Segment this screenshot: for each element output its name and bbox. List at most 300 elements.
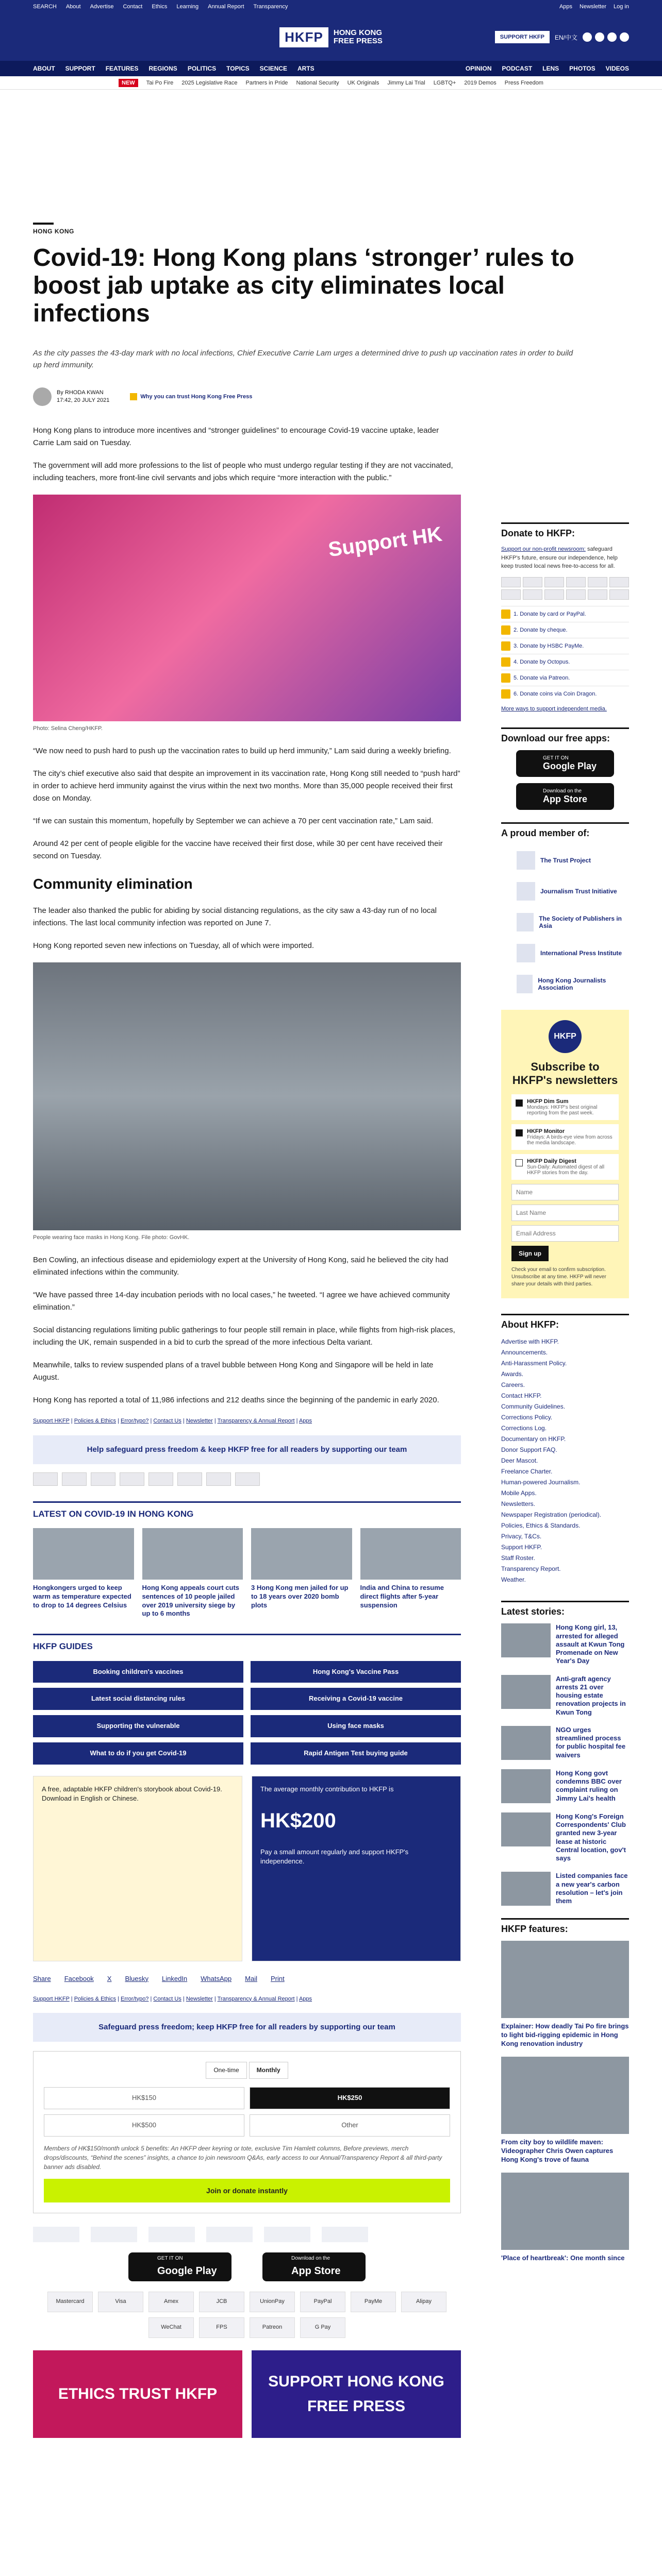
apps-title: Download our free apps: [501, 727, 629, 744]
newsletter-option[interactable] [511, 1154, 619, 1180]
story-thumb [501, 1812, 551, 1846]
trending-bar [0, 76, 662, 90]
article-photo-carrie-lam [33, 495, 461, 721]
newsletter-signup [501, 1010, 629, 1299]
patreon-icon [501, 673, 510, 683]
about-item[interactable]: Policies, Ethics & Standards. [501, 1522, 581, 1530]
latest-story[interactable] [501, 1726, 629, 1760]
payment-method: PayPal [300, 2292, 345, 2312]
nav-topics[interactable]: TOPICS [226, 65, 250, 72]
section-heading: Community elimination [33, 875, 193, 892]
features-title: HKFP features: [501, 1918, 629, 1935]
latest-title: Latest stories: [501, 1601, 629, 1617]
about-item[interactable]: Staff Roster. [501, 1554, 535, 1562]
promo-row [33, 1776, 461, 1961]
about-item[interactable]: Announcements. [501, 1349, 548, 1357]
share-print[interactable]: Print [270, 1974, 285, 1982]
nav-photos[interactable]: PHOTOS [569, 65, 595, 72]
trending-item[interactable]: Press Freedom [504, 79, 543, 86]
newsletter-name: HKFP Daily Digest [527, 1158, 576, 1165]
payment-method: Visa [98, 2292, 143, 2312]
guides-title: HKFP GUIDES [33, 1634, 461, 1653]
donate-tabs [44, 2062, 450, 2079]
guides-grid [33, 1661, 461, 1765]
apps-link[interactable]: Apps [299, 1417, 312, 1424]
tab-monthly[interactable]: Monthly [249, 2062, 288, 2079]
paragraph: Social distancing regulations limiting public gatherings to four people still remain in place, while flights from high-risk places, including the UK, remain suspended in a bid to curb the spread of the more infectious Delta variant. [33, 1325, 455, 1347]
alipay-icon [235, 1472, 260, 1486]
article-headline: Covid-19: Hong Kong plans ‘stronger’ rules to boost jab uptake as city eliminates local infections [33, 244, 574, 327]
ethics-link[interactable]: Ethics [152, 4, 168, 10]
about-item[interactable]: Donor Support FAQ. [501, 1446, 557, 1454]
member-name: The Trust Project [540, 856, 591, 864]
coin-icon [501, 689, 510, 699]
feature-title: Explainer: How deadly Tai Po fire brings to light bid-rigging epidemic in Hong Kong renovation industry [501, 2022, 629, 2048]
related-title: LATEST ON COVID-19 IN HONG KONG [33, 1501, 461, 1521]
story-title: Hong Kong girl, 13, arrested for alleged assault at Kwun Tong Promenade on New Year's Day [556, 1623, 625, 1665]
annual-report-link[interactable]: Annual Report [208, 4, 244, 10]
cheque-icon [501, 625, 510, 635]
about-item[interactable]: Advertise with HKFP. [501, 1338, 559, 1346]
related-card[interactable] [142, 1528, 243, 1619]
contact-link[interactable]: Contact [123, 4, 143, 10]
feature-thumb [501, 1941, 629, 2018]
about-item[interactable]: Privacy, T&Cs. [501, 1533, 542, 1540]
paypal-icon [177, 1472, 202, 1486]
subscribe-title: Subscribe to HKFP's newsletters [512, 1060, 618, 1087]
feature-thumb [501, 2057, 629, 2134]
payment-method: JCB [199, 2292, 244, 2312]
amount-option-selected[interactable]: HK$250 [250, 2087, 450, 2109]
related-thumb [33, 1528, 134, 1580]
paragraph: The government will add more professions to the list of people who must undergo regular testing if they are not vaccinated, including teachers, more front-line civil servants and jobs which require “more interaction with the public.” [33, 461, 453, 482]
support-hkfp-button[interactable]: SUPPORT HKFP [495, 31, 550, 43]
share-whatsapp[interactable]: WhatsApp [201, 1974, 232, 1982]
hkja-icon [517, 975, 533, 993]
email-input[interactable] [511, 1225, 619, 1242]
member-name: International Press Institute [540, 949, 622, 957]
trending-item[interactable]: 2019 Demos [464, 79, 496, 86]
logo-line-2: FREE PRESS [333, 37, 383, 45]
fps-icon [588, 589, 607, 600]
related-card[interactable] [33, 1528, 134, 1619]
site-logo[interactable] [279, 27, 383, 47]
about-item[interactable]: Contact HKFP. [501, 1392, 542, 1400]
support-banner[interactable]: SUPPORT HONG KONG FREE PRESS [252, 2350, 461, 2438]
social-icons [583, 32, 629, 42]
about-item[interactable]: Awards. [501, 1370, 524, 1378]
trending-item[interactable]: UK Originals [347, 79, 379, 86]
photo-caption: People wearing face masks in Hong Kong. File photo: GovHK. [33, 1234, 190, 1241]
sidebar-payment-icons [501, 577, 629, 600]
login-link[interactable]: Log in [614, 4, 629, 10]
share-linkedin[interactable]: LinkedIn [162, 1974, 188, 1982]
learning-link[interactable]: Learning [176, 4, 199, 10]
search-link[interactable]: SEARCH [33, 4, 57, 10]
payment-method: Alipay [401, 2292, 446, 2312]
guide-button[interactable]: Using face masks [251, 1715, 461, 1737]
payme-icon [206, 1472, 231, 1486]
payme-icon [501, 641, 510, 651]
storybook-sub: Download in English or Chinese. [42, 1794, 139, 1802]
related-title-text: India and China to resume direct flights after 5-year suspension [360, 1583, 444, 1609]
transparency-link[interactable]: Transparency & Annual Report [217, 1995, 295, 2002]
tab-one-time[interactable]: One-time [206, 2062, 246, 2079]
visa-icon [33, 1472, 58, 1486]
newsletter-link[interactable]: Newsletter [580, 4, 607, 10]
trending-item[interactable]: 2025 Legislative Race [181, 79, 238, 86]
hkja-logo[interactable] [264, 2227, 310, 2242]
nav-arts[interactable]: ARTS [297, 65, 315, 72]
about-list [501, 1336, 629, 1585]
jti-icon [517, 882, 535, 901]
safeguard-banner[interactable]: Help safeguard press freedom & keep HKFP free for all readers by supporting our team [33, 1435, 461, 1464]
google-play-label: Google Play [543, 760, 597, 771]
sopa-logo[interactable] [148, 2227, 195, 2242]
trust-icon [130, 393, 137, 400]
guide-button[interactable]: Supporting the vulnerable [33, 1715, 243, 1737]
paragraph: “We now need to push hard to push up the vaccination rates to build up herd immunity,” Lam said during a weekly briefing. [33, 746, 451, 755]
first-name-input[interactable] [511, 1184, 619, 1200]
share-facebook[interactable]: Facebook [64, 1974, 94, 1982]
partner-logos [33, 2227, 461, 2242]
logo-wordmark [334, 29, 383, 46]
newsletter-option[interactable] [511, 1124, 619, 1150]
google-play-button[interactable] [128, 2252, 231, 2281]
story-title: Anti-graft agency arrests 21 over housing estate renovation projects in Kwun Tong [556, 1674, 626, 1716]
author-name[interactable]: By RHODA KWAN [57, 389, 104, 396]
donate-way-label: 2. Donate by cheque. [514, 626, 568, 633]
member-name: Journalism Trust Initiative [540, 887, 617, 895]
donate-way[interactable] [501, 654, 629, 670]
share-mail[interactable]: Mail [245, 1974, 257, 1982]
signup-fine-print: Check your email to confirm subscription. Unsubscribe at any time. HKFP will never share your details with third parties. [511, 1267, 606, 1287]
more-ways-link[interactable]: More ways to support independent media. [501, 705, 607, 712]
nav-lens[interactable]: LENS [542, 65, 559, 72]
apps-link[interactable]: Apps [559, 4, 573, 10]
donate-way[interactable] [501, 622, 629, 638]
payment-method: WeChat [148, 2317, 194, 2338]
app-store-small: Download on the [543, 788, 582, 794]
signup-button[interactable]: Sign up [511, 1246, 549, 1261]
author-avatar [33, 387, 52, 406]
last-name-input[interactable] [511, 1205, 619, 1221]
donate-intro-text: safeguard HKFP's future, ensure our independence, help keep trusted local news free-to-access for all. [501, 546, 618, 569]
payme-icon [609, 577, 629, 587]
trending-item[interactable]: LGBTQ+ [433, 79, 456, 86]
member-logo[interactable] [501, 938, 629, 969]
masthead-actions [495, 31, 629, 43]
paragraph: Meanwhile, talks to review suspended plans of a travel bubble between Hong Kong and Singapore will be held in late August. [33, 1360, 434, 1382]
feature-title: 'Place of heartbreak': One month since [501, 2253, 625, 2262]
member-logo[interactable] [501, 845, 629, 876]
checkbox-unchecked[interactable] [516, 1159, 523, 1166]
guide-button[interactable]: Receiving a Covid-19 vaccine [251, 1688, 461, 1710]
trending-item[interactable]: Tai Po Fire [146, 79, 174, 86]
payment-method: PayMe [351, 2292, 396, 2312]
amount-option-other[interactable]: Other [250, 2114, 450, 2137]
byline-meta [57, 389, 109, 405]
newsletter-link[interactable]: Newsletter [186, 1417, 213, 1424]
about-item[interactable]: Corrections Policy. [501, 1414, 553, 1421]
jti-logo[interactable] [91, 2227, 137, 2242]
member-name: The Society of Publishers in Asia [539, 914, 622, 929]
payment-method: G Pay [300, 2317, 345, 2338]
ethics-banner[interactable]: ETHICS TRUST HKFP [33, 2350, 242, 2438]
language-switch[interactable]: EN/中文 [554, 33, 577, 41]
transparency-link[interactable]: Transparency & Annual Report [217, 1417, 295, 1424]
member-logo[interactable] [501, 907, 629, 938]
guide-button[interactable]: Hong Kong's Vaccine Pass [251, 1661, 461, 1683]
payment-methods [33, 2292, 461, 2338]
nav-features[interactable]: FEATURES [105, 65, 139, 72]
about-item[interactable]: Documentary on HKFP. [501, 1435, 566, 1443]
trust-project-icon [517, 851, 535, 870]
about-item[interactable]: Transparency Report. [501, 1565, 561, 1573]
paragraph: The city’s chief executive also said that despite an improvement in its vaccination rate, Hong Kong still needed to “push hard” in order to achieve herd immunity against the virus within the next two months. More than 35,000 people received their first dose on Monday. [33, 769, 460, 803]
main-nav [0, 61, 662, 76]
donate-widget [33, 2051, 461, 2213]
story-title: Hong Kong's Foreign Correspondents' Club granted new 3-year lease at historic Central location, gov't says [556, 1812, 626, 1862]
facebook-icon[interactable] [583, 32, 592, 42]
support-hkfp-link[interactable]: Support HKFP [33, 1417, 70, 1424]
related-thumb [142, 1528, 243, 1580]
octopus-icon [544, 589, 564, 600]
latest-story[interactable] [501, 1872, 629, 1906]
app-store-label: App Store [543, 793, 588, 804]
share-bar [33, 1974, 461, 1985]
donate-amounts [44, 2087, 450, 2137]
trending-item[interactable]: Partners in Pride [245, 79, 288, 86]
about-item[interactable]: Freelance Charter. [501, 1468, 553, 1476]
paragraph: Hong Kong reported seven new infections on Tuesday, all of which were imported. [33, 941, 315, 951]
nav-science[interactable]: SCIENCE [259, 65, 287, 72]
footer-links-2: Support HKFP | Policies & Ethics | Error/typo? | Contact Us | Newsletter | Transparency & Annual Report | Apps [33, 1995, 312, 2002]
latest-story[interactable] [501, 1769, 629, 1803]
contribution-sub: Pay a small amount regularly and support HKFP's independence. [260, 1848, 409, 1866]
jcb-icon [566, 577, 586, 587]
instagram-icon[interactable] [607, 32, 617, 42]
category-rule [33, 223, 54, 225]
amount-option[interactable]: HK$150 [44, 2087, 244, 2109]
app-store-row [33, 2252, 461, 2281]
about-item[interactable]: Deer Mascot. [501, 1457, 538, 1465]
about-link[interactable]: About [65, 4, 81, 10]
payment-method: FPS [199, 2317, 244, 2338]
why-trust-label: Why you can trust Hong Kong Free Press [140, 394, 253, 400]
newsletter-desc: Mondays: HKFP's best original reporting from the past week. [527, 1105, 598, 1116]
youtube-icon[interactable] [620, 32, 629, 42]
contact-us-link[interactable]: Contact Us [153, 1995, 181, 2002]
guide-button[interactable]: Booking children's vaccines [33, 1661, 243, 1683]
gpay-icon [609, 589, 629, 600]
article-standfirst: As the city passes the 43-day mark with no local infections, Chief Executive Carrie Lam urges a determined drive to push up vaccination rates in order to build up herd immunity. [33, 349, 573, 370]
member-name: Hong Kong Journalists Association [538, 976, 606, 991]
policies-link[interactable]: Policies & Ethics [74, 1417, 117, 1424]
newsletter-link[interactable]: Newsletter [186, 1995, 213, 2002]
article-category[interactable]: HONG KONG [33, 228, 74, 235]
utility-bar [0, 0, 662, 13]
error-typo-link[interactable]: Error/typo? [121, 1417, 149, 1424]
nav-about[interactable]: ABOUT [33, 65, 55, 72]
newsletter-option[interactable] [511, 1094, 619, 1120]
amex-icon [91, 1472, 115, 1486]
related-title-text: 3 Hong Kong men jailed for up to 18 years over 2020 bomb plots [251, 1583, 349, 1609]
latest-story[interactable] [501, 1812, 629, 1863]
share-x[interactable]: X [107, 1974, 112, 1982]
google-play-small: GET IT ON [157, 2256, 183, 2262]
member-title: A proud member of: [501, 822, 629, 839]
related-grid [33, 1528, 461, 1619]
story-thumb [501, 1623, 551, 1657]
donate-headline[interactable]: Safeguard press freedom; keep HKFP free for all readers by supporting our team [33, 2013, 461, 2042]
photo-banner-text: Support HK [326, 522, 443, 562]
nav-politics[interactable]: POLITICS [187, 65, 217, 72]
nav-videos[interactable]: VIDEOS [605, 65, 629, 72]
contribution-label: The average monthly contribution to HKFP is [260, 1785, 394, 1793]
x-icon[interactable] [595, 32, 604, 42]
google-play-small: GET IT ON [543, 755, 569, 761]
checkbox-checked[interactable] [516, 1099, 523, 1107]
guide-button[interactable]: Rapid Antigen Test buying guide [251, 1742, 461, 1765]
storybook-promo[interactable] [33, 1776, 242, 1961]
trust-project-logo[interactable] [33, 2227, 79, 2242]
app-store-button[interactable] [262, 2252, 366, 2281]
donate-way[interactable] [501, 606, 629, 622]
guide-button[interactable]: What to do if you get Covid-19 [33, 1742, 243, 1765]
bottom-banners [33, 2350, 461, 2438]
jcb-icon [120, 1472, 144, 1486]
advertise-link[interactable]: Advertise [90, 4, 114, 10]
story-thumb [501, 1675, 551, 1709]
share-bluesky[interactable]: Bluesky [125, 1974, 148, 1982]
member-logo[interactable] [501, 876, 629, 907]
why-trust-link[interactable] [130, 393, 252, 400]
article-photo-crowd [33, 962, 461, 1230]
related-thumb [360, 1528, 461, 1580]
about-item[interactable]: Human-powered Journalism. [501, 1479, 581, 1486]
patreon-icon [566, 589, 586, 600]
photo-caption: Photo: Selina Cheng/HKFP. [33, 725, 103, 732]
story-title: NGO urges streamlined process for public hospital fee waivers [556, 1725, 626, 1759]
trending-item[interactable]: Jimmy Lai Trial [387, 79, 425, 86]
paragraph: Hong Kong plans to introduce more incentives and “stronger guidelines” to encourage Covid-19 vaccine uptake, leader Carrie Lam said on Tuesday. [33, 426, 439, 447]
sopa-icon [517, 913, 534, 931]
about-item[interactable]: Community Guidelines. [501, 1403, 566, 1411]
contact-us-link[interactable]: Contact Us [153, 1417, 181, 1424]
feature-story[interactable] [501, 2173, 629, 2263]
member-logo[interactable] [501, 969, 629, 999]
policies-link[interactable]: Policies & Ethics [74, 1995, 117, 2002]
donate-way[interactable] [501, 670, 629, 686]
newsletter-name: HKFP Monitor [527, 1128, 565, 1135]
contribution-promo[interactable] [252, 1776, 461, 1961]
visa-icon [501, 577, 521, 587]
storybook-title: A free, adaptable HKFP children's storybook about Covid-19. [42, 1785, 222, 1793]
ipi-icon [517, 944, 535, 962]
transparency-link[interactable]: Transparency [253, 4, 288, 10]
related-thumb [251, 1528, 352, 1580]
donate-way[interactable] [501, 686, 629, 702]
guide-button[interactable]: Latest social distancing rules [33, 1688, 243, 1710]
donate-way-label: 6. Donate coins via Coin Dragon. [514, 690, 597, 697]
amount-option[interactable]: HK$500 [44, 2114, 244, 2137]
ipi-logo[interactable] [206, 2227, 253, 2242]
sidebar-google-play[interactable] [516, 750, 614, 777]
story-thumb [501, 1726, 551, 1760]
app-store-label: App Store [291, 2265, 341, 2277]
nav-regions[interactable]: REGIONS [148, 65, 177, 72]
related-card[interactable] [360, 1528, 461, 1619]
donate-title: Donate to HKFP: [501, 522, 629, 539]
about-item[interactable]: Weather. [501, 1576, 526, 1584]
donate-note: Members of HK$150/month unlock 5 benefits: An HKFP deer keyring or tote, exclusive Tim Hamlett columns, Before previews, merch drops/discounts, “Behind the scenes” insights, a chance to join newsroom Q&As, early access to our Annual/Transparency Report & all third-party banner ads disabled. [44, 2144, 442, 2171]
about-item[interactable]: Careers. [501, 1381, 525, 1389]
story-title: Hong Kong govt condemns BBC over complaint ruling on Jimmy Lai's health [556, 1769, 622, 1802]
newsletter-desc: Sun-Daily: Automated digest of all HKFP stories from the day. [527, 1164, 605, 1176]
about-item[interactable]: Mobile Apps. [501, 1489, 537, 1497]
donate-way-label: 3. Donate by HSBC PayMe. [514, 642, 584, 649]
donate-intro [501, 545, 629, 571]
donate-intro-link[interactable]: Support our non-profit newsroom: [501, 546, 586, 552]
nav-podcast[interactable]: PODCAST [502, 65, 533, 72]
about-item[interactable]: Support HKFP. [501, 1544, 542, 1551]
donate-way[interactable] [501, 638, 629, 654]
unionpay-icon [501, 589, 521, 600]
mastercard-icon [62, 1472, 87, 1486]
related-card[interactable] [251, 1528, 352, 1619]
apps-link[interactable]: Apps [299, 1995, 312, 2002]
feature-story[interactable] [501, 2057, 629, 2164]
footer-links: Support HKFP | Policies & Ethics | Error/typo? | Contact Us | Newsletter | Transparency & Annual Report | Apps [33, 1417, 312, 1424]
related-title-text: Hongkongers urged to keep warm as temperature expected to drop to 14 degrees Celsius [33, 1583, 131, 1609]
trending-item[interactable]: National Security [296, 79, 339, 86]
nav-support[interactable]: SUPPORT [65, 65, 95, 72]
support-hkfp-link[interactable]: Support HKFP [33, 1995, 70, 2002]
about-item[interactable]: Newsletters. [501, 1500, 536, 1508]
latest-story[interactable] [501, 1623, 629, 1665]
error-typo-link[interactable]: Error/typo? [121, 1995, 149, 2002]
feature-thumb [501, 2173, 629, 2250]
sidebar [501, 522, 629, 2271]
amex-icon [544, 577, 564, 587]
paragraph: The leader also thanked the public for abiding by social distancing regulations, as the city saw a 43-day run of no local infections. The last local community infection was reported on June 7. [33, 906, 437, 928]
donate-cta-button[interactable]: Join or donate instantly [44, 2179, 450, 2202]
byline [33, 387, 252, 406]
publish-date: 17:42, 20 JULY 2021 [57, 397, 110, 403]
mastercard-icon [523, 577, 542, 587]
about-item[interactable]: Corrections Log. [501, 1425, 547, 1432]
google-play-label: Google Play [157, 2265, 217, 2277]
card-icon [501, 609, 510, 619]
about-item[interactable]: Anti-Harassment Policy. [501, 1360, 567, 1367]
unionpay-icon [148, 1472, 173, 1486]
payment-badges [33, 1472, 461, 1486]
share-label: Share [33, 1974, 51, 1982]
about-item[interactable]: Newspaper Registration (periodical). [501, 1511, 602, 1519]
nav-opinion[interactable]: OPINION [465, 65, 492, 72]
checkbox-checked[interactable] [516, 1129, 523, 1137]
sidebar-app-store[interactable] [516, 783, 614, 810]
donate-way-label: 4. Donate by Octopus. [514, 658, 570, 665]
feature-story[interactable] [501, 1941, 629, 2048]
paypal-icon [588, 577, 607, 587]
latest-story[interactable] [501, 1675, 629, 1717]
app-store-small: Download on the [291, 2256, 330, 2262]
logo-mark: HKFP [279, 27, 328, 47]
partner-logo[interactable] [322, 2227, 368, 2242]
masthead [0, 13, 662, 61]
